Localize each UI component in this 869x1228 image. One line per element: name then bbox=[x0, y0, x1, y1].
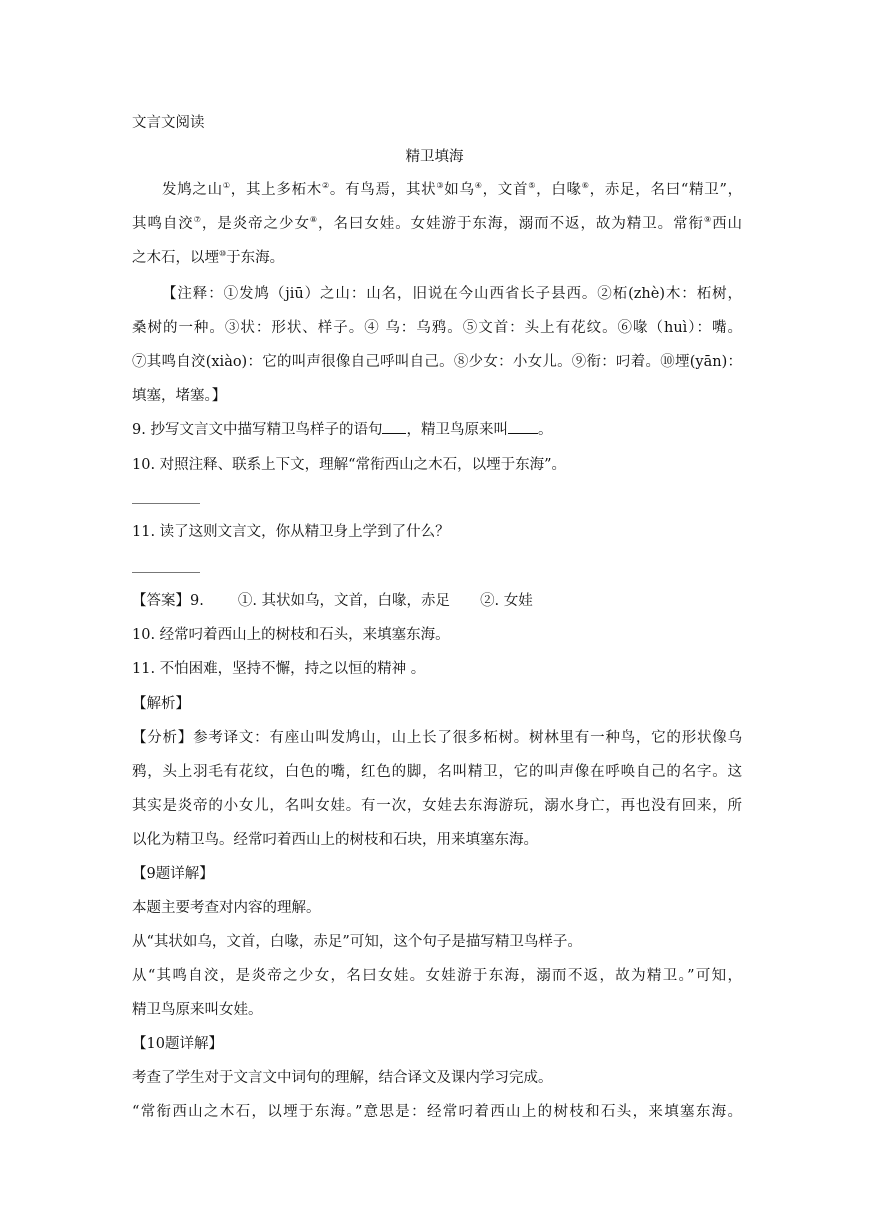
notes-line: ⑦其鸣自洨(xiào)：它的叫声很像自己呼叫自己。⑧少女：小女儿。⑨衔：叼着。⑩堙(yān)： bbox=[132, 354, 742, 370]
question-9: 9. 抄写文言文中描写精卫鸟样子的语句 ，精卫鸟原来叫 。 bbox=[132, 422, 553, 438]
analysis-line: 以化为精卫鸟。经常叼着西山上的树枝和石块，用来填塞东海。 bbox=[132, 832, 538, 848]
detail-9-line: 精卫鸟原来叫女娃。 bbox=[132, 1002, 263, 1018]
analysis-line: 【分析】参考译文：有座山叫发鸠山，山上长了很多柘树。树林里有一种鸟，它的形状像乌 bbox=[132, 730, 742, 746]
detail-9-line: 从“其鸣自洨，是炎帝之少女，名曰女娃。女娃游于东海，溺而不返，故为精卫。”可知， bbox=[132, 968, 742, 984]
detail-9-line: 本题主要考查对内容的理解。 bbox=[132, 900, 321, 916]
notes-line: 桑树的一种。③状：形状、样子。④ 乌：乌鸦。⑤文首：头上有花纹。⑥喙（huì）：嘴。 bbox=[132, 320, 742, 336]
answer-10: 10. 经常叼着西山上的树枝和石头，来填塞东海。 bbox=[132, 627, 450, 643]
passage-line: 发鸠之山①，其上多柘木②。有鸟焉，其状③如乌④，文首⑤，白喙⑥，赤足，名曰“精卫”， bbox=[162, 181, 743, 198]
notes-line: 【注释：①发鸠（jiū）之山：山名，旧说在今山西省长子县西。②柘(zhè)木：柘树， bbox=[162, 286, 742, 302]
answer-blank bbox=[382, 421, 406, 434]
detail-10-heading: 【10题详解】 bbox=[132, 1036, 223, 1052]
detail-10-line: “常衔西山之木石，以堙于东海。”意思是：经常叼着西山上的树枝和石头，来填塞东海。 bbox=[132, 1104, 742, 1120]
analysis-line: 其实是炎帝的小女儿，名叫女娃。有一次，女娃去东海游玩，溺水身亡，再也没有回来，所 bbox=[132, 798, 742, 814]
analysis-line: 鸦，头上羽毛有花纹，白色的嘴，红色的脚，名叫精卫，它的叫声像在呼唤自己的名字。这 bbox=[132, 764, 742, 780]
section-label: 文言文阅读 bbox=[132, 115, 205, 131]
answer-line bbox=[132, 503, 200, 504]
detail-9-heading: 【9题详解】 bbox=[132, 866, 214, 882]
answer-11: 11. 不怕困难，坚持不懈，持之以恒的精神 。 bbox=[132, 661, 426, 677]
question-11: 11. 读了这则文言文，你从精卫身上学到了什么？ bbox=[132, 524, 450, 540]
passage-line: 之木石，以堙⑩于东海。 bbox=[132, 249, 285, 266]
passage-title: 精卫填海 bbox=[405, 149, 464, 165]
detail-10-line: 考查了学生对于文言文中词句的理解，结合译文及课内学习完成。 bbox=[132, 1070, 553, 1086]
answer-blank bbox=[508, 421, 538, 434]
detail-9-line: 从“其状如乌，文首，白喙，赤足”可知，这个句子是描写精卫鸟样子。 bbox=[132, 934, 582, 950]
notes-line: 填塞，堵塞。】 bbox=[132, 388, 227, 404]
answer-line bbox=[132, 572, 200, 573]
analysis-heading: 【解析】 bbox=[132, 696, 190, 712]
passage-line: 其鸣自洨⑦，是炎帝之少女⑧，名曰女娃。女娃游于东海，溺而不返，故为精卫。常衔⑨西山 bbox=[132, 215, 743, 232]
question-10: 10. 对照注释、联系上下文，理解“常衔西山之木石，以堙于东海”。 bbox=[132, 457, 566, 473]
answer-9: 【答案】9. ①. 其状如乌，文首，白喙，赤足 ②. 女娃 bbox=[132, 593, 533, 609]
